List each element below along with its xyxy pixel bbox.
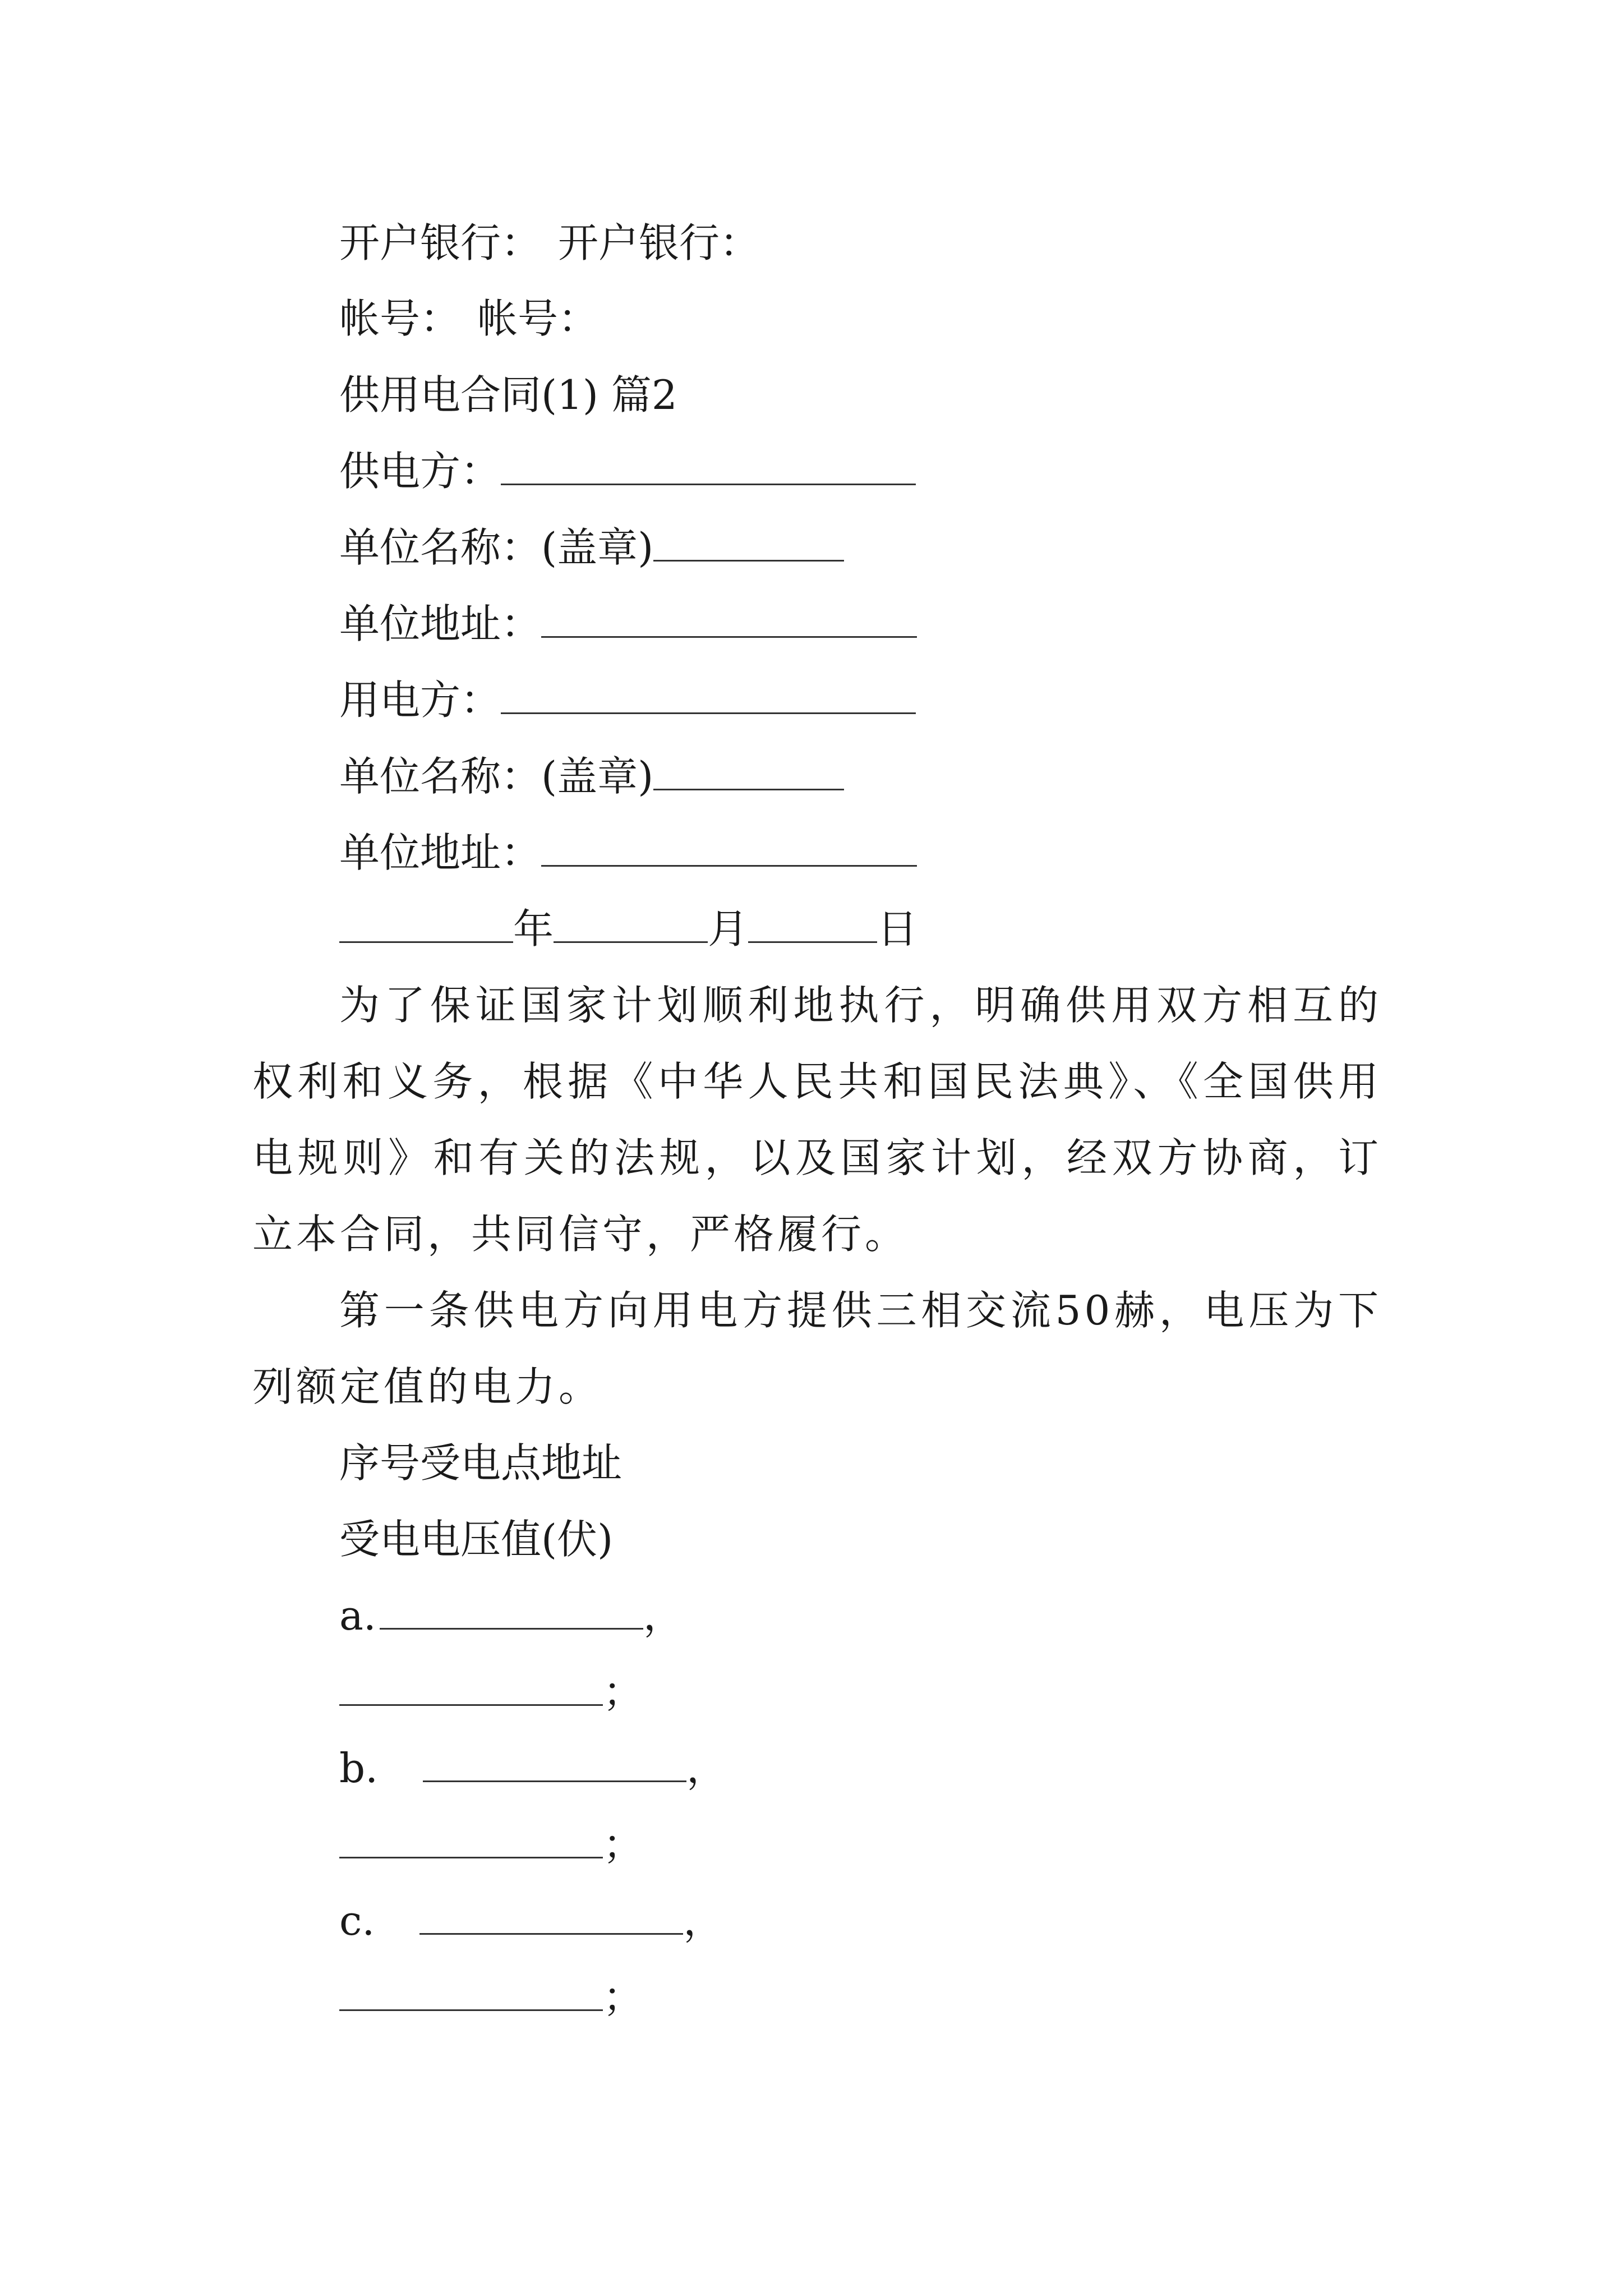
article-1-paragraph: 第一条供电方向用电方提供三相交流50赫，电压为下列额定值的电力。 bbox=[252, 1287, 1382, 1410]
supplier-address-label: 单位地址： bbox=[339, 600, 542, 647]
table-head-col1: 序号受电点地址 bbox=[339, 1439, 623, 1487]
bank-label-a: 开户银行： bbox=[339, 219, 542, 266]
item-b-voltage-blank[interactable] bbox=[339, 1813, 603, 1858]
item-c-semicolon: ； bbox=[603, 1973, 644, 2021]
account-label-a: 帐号： bbox=[339, 295, 461, 342]
day-blank[interactable] bbox=[748, 898, 877, 943]
item-a-voltage-line bbox=[339, 1654, 1382, 1730]
consumer-address-line bbox=[339, 815, 1382, 891]
consumer-label: 用电方： bbox=[339, 677, 501, 724]
item-b-semicolon: ； bbox=[603, 1821, 644, 1868]
item-c-comma: ， bbox=[683, 1897, 724, 1944]
consumer-blank[interactable] bbox=[501, 669, 916, 714]
year-label: 年 bbox=[513, 905, 554, 953]
account-label-b: 帐号： bbox=[477, 295, 599, 342]
item-a-address-blank[interactable] bbox=[380, 1584, 643, 1630]
account-line bbox=[339, 280, 1382, 357]
item-c-voltage-blank[interactable] bbox=[339, 1966, 603, 2011]
consumer-address-label: 单位地址： bbox=[339, 829, 542, 876]
item-c-line bbox=[339, 1883, 1382, 1959]
supplier-address-line bbox=[339, 586, 1382, 662]
consumer-line bbox=[339, 662, 1382, 738]
item-a-voltage-blank[interactable] bbox=[339, 1660, 603, 1706]
consumer-address-blank[interactable] bbox=[541, 821, 917, 867]
item-a-line bbox=[339, 1577, 1382, 1654]
item-c-voltage-line bbox=[339, 1959, 1382, 2035]
item-c-mark: c. bbox=[339, 1897, 375, 1944]
month-blank[interactable] bbox=[554, 898, 708, 943]
item-b-line bbox=[339, 1730, 1382, 1806]
consumer-name-blank[interactable] bbox=[653, 745, 844, 790]
supplier-name-label: 单位名称：(盖章) bbox=[339, 524, 654, 571]
year-blank[interactable] bbox=[339, 898, 513, 943]
item-b-address-blank[interactable] bbox=[423, 1737, 686, 1782]
section-title: 供用电合同(1) 篇2 bbox=[339, 371, 677, 418]
supplier-address-blank[interactable] bbox=[541, 592, 917, 638]
item-a-semicolon: ； bbox=[603, 1668, 644, 1715]
supplier-blank[interactable] bbox=[501, 440, 916, 485]
item-a-comma: ， bbox=[643, 1592, 684, 1639]
consumer-name-label: 单位名称：(盖章) bbox=[339, 753, 654, 800]
supplier-label: 供电方： bbox=[339, 448, 501, 495]
item-a-mark: a. bbox=[339, 1592, 376, 1639]
item-b-voltage-line bbox=[339, 1806, 1382, 1883]
item-b-mark: b. bbox=[339, 1745, 378, 1792]
table-head-col2: 受电电压值(伏) bbox=[339, 1516, 614, 1563]
item-b-comma: ， bbox=[686, 1745, 727, 1792]
bank-line bbox=[339, 205, 1382, 281]
month-label: 月 bbox=[708, 905, 749, 953]
bank-label-b: 开户银行： bbox=[558, 219, 760, 266]
supplier-line bbox=[339, 433, 1382, 509]
preamble-paragraph: 为了保证国家计划顺利地执行，明确供用双方相互的权利和义务，根据《中华人民共和国民法典》、《全国供用电规则》和有关的法规，以及国家计划，经双方协商，订立本合同，共同信守，严格履行。 bbox=[252, 982, 1382, 1258]
day-label: 日 bbox=[877, 905, 918, 953]
item-c-address-blank[interactable] bbox=[419, 1889, 683, 1935]
consumer-name-line bbox=[339, 738, 1382, 815]
date-line bbox=[339, 891, 1382, 967]
supplier-name-line bbox=[339, 509, 1382, 586]
supplier-name-blank[interactable] bbox=[653, 516, 844, 562]
